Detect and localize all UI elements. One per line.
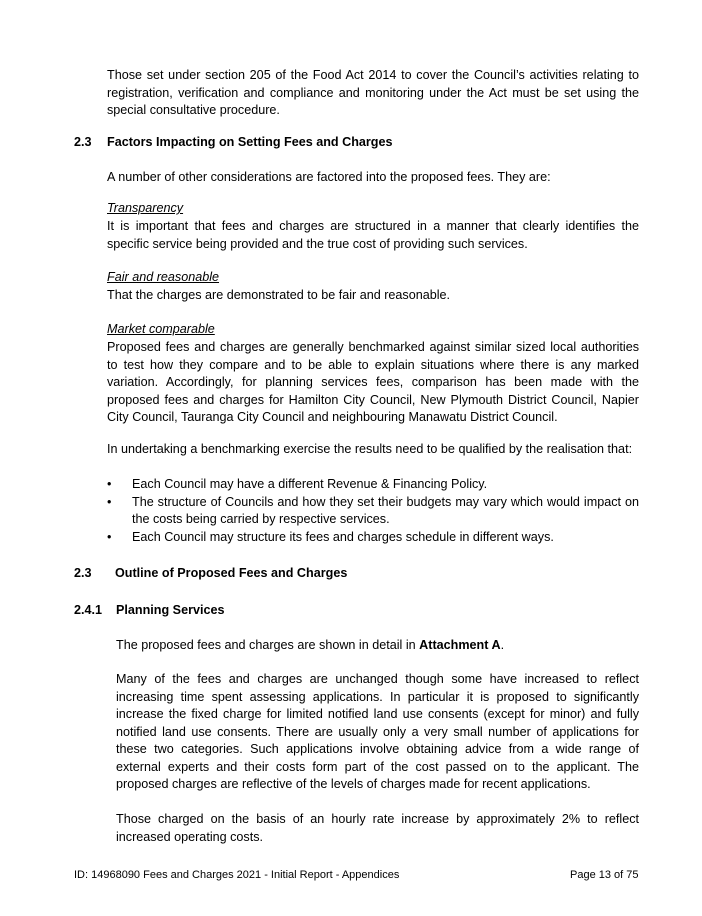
footer-document-id: ID: 14968090 Fees and Charges 2021 - Initial Report - Appendices	[74, 869, 400, 881]
footer-page-number: Page 13 of 75	[570, 869, 639, 881]
section-heading-factors	[74, 134, 393, 152]
intro-paragraph: Those set under section 205 of the Food Act 2014 to cover the Council’s activities relating to registration, verification and compliance and monitoring under the Act must be set using the special consultative procedure.	[107, 68, 639, 117]
section-title: Outline of Proposed Fees and Charges	[115, 566, 348, 580]
section-title: Planning Services	[116, 603, 225, 617]
section-heading-planning	[74, 602, 225, 620]
subheading-market-comparable: Market comparable	[107, 322, 215, 336]
list-item: • Each Council may structure its fees and charges schedule in different ways.	[107, 529, 639, 547]
planning-para-attachment: The proposed fees and charges are shown in detail in Attachment A.	[116, 638, 505, 652]
market-comparable-text: Proposed fees and charges are generally benchmarked against similar sized local authorities to test how they compare and to be able to explain situations where there is any marked variation. Accordingly, for planning services fees, comparison has been made with the proposed fees and charges for Hamilton City Council, New Plymouth District Council, Napier City Council, Tauranga City Council and neighbouring Manawatu District Council.	[107, 340, 639, 424]
planning-para-changes: Many of the fees and charges are unchanged though some have increased to reflect increasing time spent assessing applications. In particular it is proposed to significantly increase the fixed charge for limited notified land use consents (except for minor) and fully notified land use consents. There are usually only a very small number of applications for these two categories. Such applications involve obtaining advice from a wide range of external experts and their costs form part of the cost passed on to the applicant. The proposed charges are reflective of the levels of charges made for recent applications.	[116, 672, 639, 791]
bullet-icon: •	[107, 477, 112, 491]
fair-reasonable-text: That the charges are demonstrated to be fair and reasonable.	[107, 288, 451, 302]
subheading-fair-and-reasonable: Fair and reasonable	[107, 270, 220, 284]
benchmark-paragraph: In undertaking a benchmarking exercise the results need to be qualified by the realisation that:	[107, 442, 633, 456]
section-heading-outline	[74, 565, 347, 583]
factors-lead: A number of other considerations are factored into the proposed fees. They are:	[107, 170, 551, 184]
list-item: • The structure of Councils and how they set their budgets may vary which would impact on the costs being carried by respective services.	[107, 494, 639, 526]
list-item: • Each Council may have a different Revenue & Financing Policy.	[107, 476, 639, 494]
section-number: 2.3	[74, 566, 92, 580]
benchmark-bullet-list	[107, 476, 639, 546]
planning-para-hourly: Those charged on the basis of an hourly rate increase by approximately 2% to reflect increased operating costs.	[116, 812, 639, 844]
section-number: 2.3	[74, 135, 92, 149]
subheading-transparency: Transparency	[107, 201, 184, 215]
transparency-text: It is important that fees and charges are structured in a manner that clearly identifies the specific service being provided and the true cost of providing such services.	[107, 219, 639, 251]
section-title: Factors Impacting on Setting Fees and Charges	[107, 135, 393, 149]
bullet-icon: •	[107, 494, 112, 509]
attachment-reference: Attachment A	[419, 638, 501, 652]
bullet-icon: •	[107, 529, 112, 544]
section-number: 2.4.1	[74, 603, 103, 617]
